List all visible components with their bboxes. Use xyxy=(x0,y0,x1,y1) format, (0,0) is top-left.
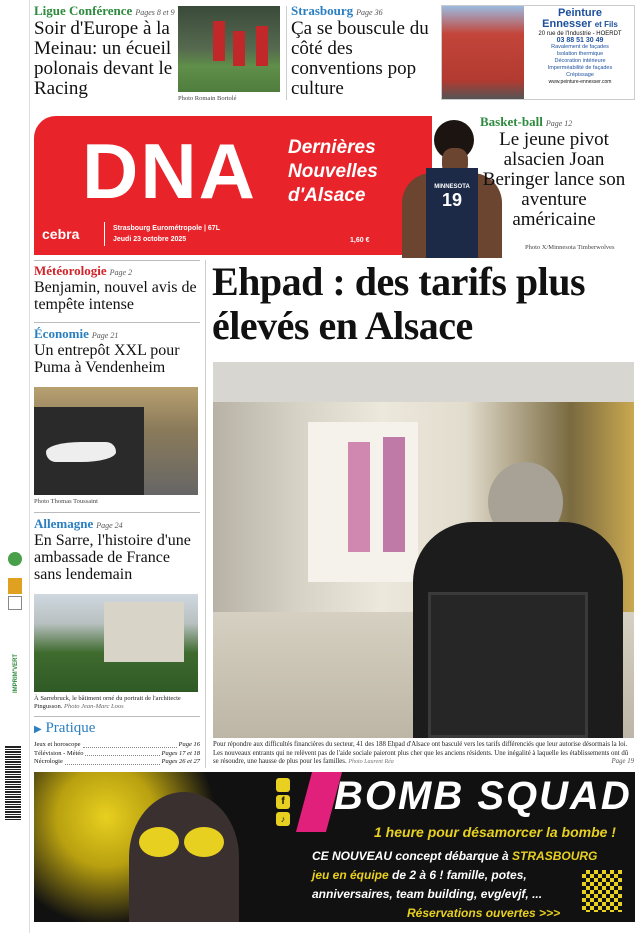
kicker: Météorologie xyxy=(34,263,107,278)
ad-character-illustration xyxy=(34,772,274,922)
brand: Peinture Ennesser et Fils xyxy=(542,7,618,30)
headline: Soir d'Europe à la Meinau: un écueil polonais devant le Racing xyxy=(34,18,173,99)
headline: Un entrepôt XXL pour Puma à Vendenheim xyxy=(34,342,180,376)
kicker: Strasbourg xyxy=(291,3,354,18)
ad-ennesser[interactable] xyxy=(441,5,635,100)
kicker: Ligue Conférence xyxy=(34,3,133,18)
ad-reservations[interactable]: Réservations ouvertes >>> xyxy=(407,906,561,920)
kicker: Économie xyxy=(34,326,89,341)
tiktok-icon[interactable]: ♪ xyxy=(276,812,290,826)
edition: Strasbourg Eurométropole | 67L xyxy=(113,225,220,232)
ad-line-3: anniversaires, team building, evg/evjf, ... xyxy=(312,887,543,901)
ad-bomb-squad[interactable] xyxy=(34,772,635,922)
service: Imperméabilité de façades xyxy=(547,65,613,71)
photo-credit: Photo X/Minnesota Timberwolves xyxy=(525,244,615,251)
kicker: Allemagne xyxy=(34,516,94,531)
ad-line-2: jeu en équipe de 2 à 6 ! famille, potes, xyxy=(312,868,527,882)
building-photo xyxy=(442,6,524,99)
resident-in-wheelchair xyxy=(353,462,623,738)
page-ref: Page 12 xyxy=(545,119,573,128)
phone: 03 88 51 30 49 xyxy=(556,37,604,44)
embassy-photo xyxy=(34,594,198,692)
ad-title: BOMB SQUAD xyxy=(334,774,632,818)
divider xyxy=(286,6,287,100)
page-ref: Pages 8 et 9 xyxy=(135,8,175,17)
recycle-icon xyxy=(8,552,22,566)
index-item[interactable]: Télévision - Météo Pages 17 et 18 xyxy=(34,749,200,757)
headline: En Sarre, l'histoire d'une ambassade de France sans lendemain xyxy=(34,532,191,583)
service: Crépissage xyxy=(566,72,594,78)
dna-logo: DNA xyxy=(82,127,257,215)
service: Ravalement de façades xyxy=(551,44,609,50)
page-ref: Page 2 xyxy=(109,268,133,277)
triangle-icon: ▶ xyxy=(34,724,42,735)
story-basket[interactable] xyxy=(480,114,635,230)
price: 1,60 € xyxy=(350,237,370,244)
address: 20 rue de l'Industrie - HOERDT xyxy=(538,31,622,37)
instagram-icon[interactable] xyxy=(276,778,290,792)
date: Jeudi 23 octobre 2025 xyxy=(113,236,187,243)
ad-tagline: 1 heure pour désamorcer la bombe ! xyxy=(374,824,616,840)
certification-icon-2 xyxy=(8,596,22,610)
barcode xyxy=(5,745,21,820)
story-ligue[interactable] xyxy=(34,3,176,99)
pratique-section xyxy=(34,720,200,767)
main-caption: Pour répondre aux difficultés financières du secteur, 41 des 188 Ehpad d'Alsace ont basculé vers les tarifs différenciés que leur autorise désormais la loi. Les nouveaux entrants qui ne relèvent pas de l'aide sociale paieront plus cher que les anciens résidents. Une inégalité à laquelle les établissements ont dû se résoudre, une hausse de plus pour les familles. Photo Laurent Réa Page 19 xyxy=(213,741,634,765)
jersey-number: 19 xyxy=(441,190,463,210)
story-strasbourg[interactable] xyxy=(291,3,431,99)
partner-logo: cebra xyxy=(42,226,80,242)
headline: Le jeune pivot alsacien Joan Beringer lance son aventure américaine xyxy=(482,129,626,230)
facebook-icon[interactable]: f xyxy=(276,795,290,809)
story-economie[interactable] xyxy=(34,326,200,376)
main-headline[interactable]: Ehpad : des tarifs plus élevés en Alsace xyxy=(212,259,586,348)
puma-warehouse-photo xyxy=(34,387,198,495)
puma-logo xyxy=(46,442,116,462)
story-allemagne[interactable] xyxy=(34,516,200,583)
headline: Benjamin, nouvel avis de tempête intense xyxy=(34,279,197,313)
page-ref: Page 24 xyxy=(96,521,123,530)
index-item[interactable]: Jeux et horoscope Page 16 xyxy=(34,741,200,748)
column-divider xyxy=(205,260,206,768)
ad-line-1: CE NOUVEAU concept débarque à STRASBOURG xyxy=(312,849,598,863)
service: Isolation thermique xyxy=(556,51,604,57)
index-item[interactable]: Nécrologie Pages 26 et 27 xyxy=(34,758,200,765)
page-ref: Page 36 xyxy=(356,8,383,17)
website[interactable]: www.peinture-ennesser.com xyxy=(548,79,612,85)
photo-credit: Photo Laurent Réa xyxy=(348,759,394,765)
photo-credit: Photo Thomas Toussaint xyxy=(34,498,98,505)
headline: Ça se bouscule du côté des conventions pop culture xyxy=(291,18,429,99)
paper-name: Dernières Nouvelles d'Alsace xyxy=(288,137,378,206)
service: Décoration intérieure xyxy=(554,58,606,64)
page-ref: Page 21 xyxy=(91,331,119,340)
masthead xyxy=(34,116,432,255)
kicker: Basket-ball xyxy=(480,114,543,129)
imprim-vert-label: IMPRIM'VERT xyxy=(13,653,19,693)
page-ref: Page 19 xyxy=(611,758,634,765)
certification-icon xyxy=(8,578,22,594)
photo-credit: Photo Romain Bortolé xyxy=(178,95,237,102)
photo-caption: À Sarrebruck, le bâtiment orné du portrait de l'architecte Pingusson. Photo Jean-Marc Loos xyxy=(34,695,181,710)
qr-code[interactable] xyxy=(582,870,622,912)
section-title: Pratique xyxy=(45,720,96,736)
ehpad-corridor-photo xyxy=(213,362,634,738)
side-strip xyxy=(0,0,30,933)
football-photo xyxy=(178,6,280,92)
jersey-team: MINNESOTA xyxy=(434,184,470,190)
story-meteo[interactable] xyxy=(34,263,200,313)
